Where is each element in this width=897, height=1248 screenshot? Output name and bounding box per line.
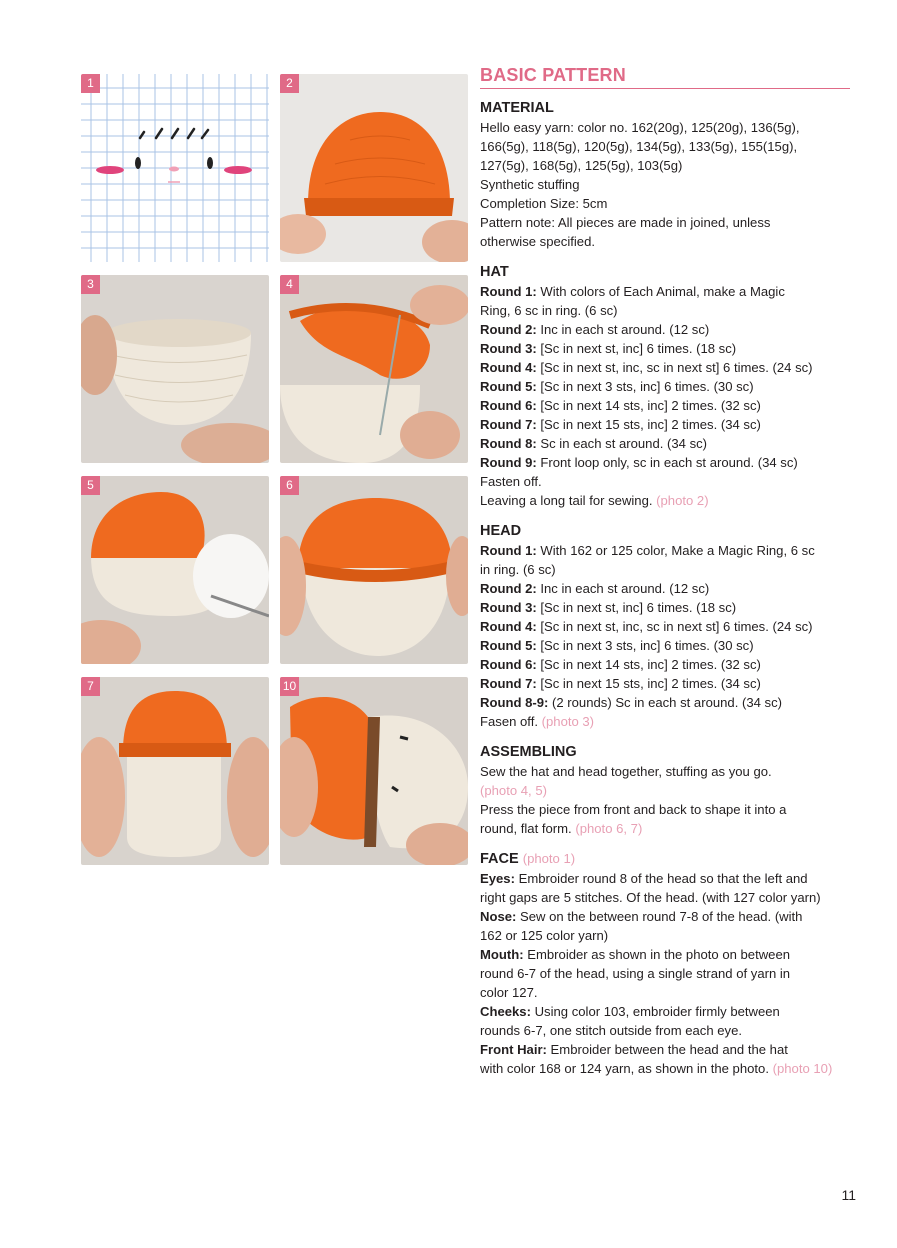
round-label: Round 5: bbox=[480, 379, 537, 394]
hat-round bbox=[480, 320, 850, 339]
round-label: Round 1: bbox=[480, 543, 537, 558]
round-text: Ring, 6 sc in ring. (6 sc) bbox=[480, 303, 618, 318]
photo-number-badge: 4 bbox=[280, 275, 299, 294]
head-last-text: Fasen off. bbox=[480, 714, 542, 729]
face-item bbox=[480, 964, 850, 983]
face-chart-illustration bbox=[81, 74, 269, 262]
hat-round bbox=[480, 358, 850, 377]
round-text: [Sc in next 15 sts, inc] 2 times. (34 sc) bbox=[536, 676, 761, 691]
round-text: [Sc in next 14 sts, inc] 2 times. (32 sc) bbox=[536, 398, 761, 413]
round-text: Inc in each st around. (12 sc) bbox=[536, 581, 710, 596]
round-label: Round 2: bbox=[480, 581, 537, 596]
face-heading-row bbox=[480, 849, 850, 869]
round-label: Round 1: bbox=[480, 284, 537, 299]
hat-round bbox=[480, 453, 850, 472]
assembling-section bbox=[480, 742, 850, 838]
material-line: Synthetic stuffing bbox=[480, 177, 580, 192]
material-line: Completion Size: 5cm bbox=[480, 196, 608, 211]
photo-number-badge: 2 bbox=[280, 74, 299, 93]
face-item-text: Embroider as shown in the photo on between bbox=[523, 947, 791, 962]
page-title: BASIC PATTERN bbox=[480, 66, 850, 89]
round-label: Round 9: bbox=[480, 455, 537, 470]
front-hair-photo bbox=[280, 677, 468, 865]
round-text: [Sc in next st, inc, sc in next st] 6 times. (24 sc) bbox=[536, 619, 813, 634]
round-label: Round 7: bbox=[480, 676, 537, 691]
hat-round bbox=[480, 339, 850, 358]
round-label: Round 8: bbox=[480, 436, 537, 451]
page-number: 11 bbox=[841, 1187, 856, 1203]
hat-round bbox=[480, 415, 850, 434]
hat-round bbox=[480, 396, 850, 415]
head-photo bbox=[81, 275, 269, 463]
face-item-label: Nose: bbox=[480, 909, 517, 924]
photo-5 bbox=[81, 476, 269, 664]
round-text: [Sc in next 3 sts, inc] 6 times. (30 sc) bbox=[536, 379, 754, 394]
assembling-heading: ASSEMBLING bbox=[480, 744, 577, 760]
photo-number-badge: 5 bbox=[81, 476, 100, 495]
face-item bbox=[480, 1002, 850, 1021]
head-section bbox=[480, 521, 850, 731]
round-label: Round 4: bbox=[480, 619, 537, 634]
hat-round bbox=[480, 472, 850, 491]
round-text: Inc in each st around. (12 sc) bbox=[536, 322, 710, 337]
head-round bbox=[480, 579, 850, 598]
photo-3 bbox=[81, 275, 269, 463]
head-round bbox=[480, 541, 850, 560]
hat-photo bbox=[280, 74, 468, 262]
hat-section bbox=[480, 262, 850, 510]
photo-reference: (photo 4, 5) bbox=[480, 783, 547, 798]
face-heading: FACE bbox=[480, 851, 519, 867]
face-item-text: Embroider between the head and the hat bbox=[546, 1042, 788, 1057]
sewing-photo bbox=[280, 275, 468, 463]
face-item-text: Sew on the between round 7-8 of the head. (with bbox=[516, 909, 803, 924]
photo-4 bbox=[280, 275, 468, 463]
round-text: Front loop only, sc in each st around. (34 sc) bbox=[536, 455, 798, 470]
face-section bbox=[480, 849, 850, 1078]
round-label: Round 5: bbox=[480, 638, 537, 653]
round-label: Round 7: bbox=[480, 417, 537, 432]
round-label: Round 2: bbox=[480, 322, 537, 337]
round-label: Round 3: bbox=[480, 341, 537, 356]
face-item bbox=[480, 869, 850, 888]
hat-heading: HAT bbox=[480, 264, 509, 280]
hat-round bbox=[480, 282, 850, 301]
face-item-text: rounds 6-7, one stitch outside from each eye. bbox=[480, 1023, 743, 1038]
face-item-label: Front Hair: bbox=[480, 1042, 547, 1057]
photo-1 bbox=[81, 74, 269, 262]
round-text: [Sc in next st, inc, sc in next st] 6 times. (24 sc) bbox=[536, 360, 813, 375]
photo-reference: (photo 6, 7) bbox=[575, 821, 643, 836]
hat-round bbox=[480, 434, 850, 453]
face-item bbox=[480, 907, 850, 926]
photo-reference: (photo 2) bbox=[656, 493, 709, 508]
photo-10 bbox=[280, 677, 468, 865]
photo-number-badge: 10 bbox=[280, 677, 299, 696]
assembled-photo bbox=[280, 476, 468, 664]
assembling-line: Press the piece from front and back to shape it into a bbox=[480, 802, 787, 817]
face-item-text: Embroider round 8 of the head so that the left and bbox=[514, 871, 808, 886]
round-text: [Sc in next 3 sts, inc] 6 times. (30 sc) bbox=[536, 638, 754, 653]
round-text: [Sc in next 14 sts, inc] 2 times. (32 sc) bbox=[536, 657, 761, 672]
photo-reference: (photo 1) bbox=[522, 851, 576, 866]
face-item bbox=[480, 1040, 850, 1059]
face-item bbox=[480, 926, 850, 945]
round-text: (2 rounds) Sc in each st around. (34 sc) bbox=[548, 695, 782, 710]
face-item bbox=[480, 1021, 850, 1040]
assembling-text: round, flat form. bbox=[480, 821, 576, 836]
photo-number-badge: 1 bbox=[81, 74, 100, 93]
face-item-text: round 6-7 of the head, using a single strand of yarn in bbox=[480, 966, 791, 981]
round-text: Sc in each st around. (34 sc) bbox=[536, 436, 708, 451]
photo-7 bbox=[81, 677, 269, 865]
stuffing-photo bbox=[81, 476, 269, 664]
round-text: [Sc in next st, inc] 6 times. (18 sc) bbox=[536, 600, 737, 615]
face-item-text: Using color 103, embroider firmly between bbox=[530, 1004, 780, 1019]
head-last-line bbox=[480, 712, 850, 731]
flattened-photo bbox=[81, 677, 269, 865]
round-label: Round 8-9: bbox=[480, 695, 549, 710]
face-item bbox=[480, 983, 850, 1002]
material-line: Hello easy yarn: color no. 162(20g), 125(20g), 136(5g), bbox=[480, 120, 800, 135]
face-last-line bbox=[480, 1059, 850, 1078]
head-round bbox=[480, 674, 850, 693]
assembling-line: Sew the hat and head together, stuffing as you go. bbox=[480, 764, 772, 779]
material-line: 166(5g), 118(5g), 120(5g), 134(5g), 133(5g), 155(15g), bbox=[480, 139, 798, 154]
photo-number-badge: 6 bbox=[280, 476, 299, 495]
assembling-line bbox=[480, 819, 850, 838]
photo-number-badge: 3 bbox=[81, 275, 100, 294]
photo-reference: (photo 10) bbox=[772, 1061, 833, 1076]
photo-reference: (photo 3) bbox=[541, 714, 595, 729]
face-item-label: Eyes: bbox=[480, 871, 515, 886]
face-last-text: with color 168 or 124 yarn, as shown in the photo. bbox=[480, 1061, 773, 1076]
face-item-text: color 127. bbox=[480, 985, 538, 1000]
face-item-label: Cheeks: bbox=[480, 1004, 531, 1019]
head-round bbox=[480, 617, 850, 636]
hat-round bbox=[480, 301, 850, 320]
face-item bbox=[480, 945, 850, 964]
head-heading: HEAD bbox=[480, 523, 522, 539]
round-text: With colors of Each Animal, make a Magic bbox=[536, 284, 785, 299]
face-item-text: 162 or 125 color yarn) bbox=[480, 928, 609, 943]
material-section bbox=[480, 98, 850, 251]
face-item-text: right gaps are 5 stitches. Of the head. (with 127 color yarn) bbox=[480, 890, 821, 905]
round-label: Round 6: bbox=[480, 657, 537, 672]
round-text: Fasten off. bbox=[480, 474, 542, 489]
round-text: in ring. (6 sc) bbox=[480, 562, 556, 577]
head-round bbox=[480, 655, 850, 674]
material-line: otherwise specified. bbox=[480, 234, 595, 249]
round-label: Round 3: bbox=[480, 600, 537, 615]
material-heading: MATERIAL bbox=[480, 100, 554, 116]
face-item bbox=[480, 888, 850, 907]
photo-6 bbox=[280, 476, 468, 664]
head-round bbox=[480, 560, 850, 579]
round-label: Round 4: bbox=[480, 360, 537, 375]
photo-2 bbox=[280, 74, 468, 262]
material-line: Pattern note: All pieces are made in joined, unless bbox=[480, 215, 771, 230]
material-line: 127(5g), 168(5g), 125(5g), 103(5g) bbox=[480, 158, 683, 173]
head-round bbox=[480, 598, 850, 617]
hat-last-text: Leaving a long tail for sewing. bbox=[480, 493, 657, 508]
round-text: [Sc in next 15 sts, inc] 2 times. (34 sc) bbox=[536, 417, 761, 432]
head-round bbox=[480, 693, 850, 712]
head-round bbox=[480, 636, 850, 655]
hat-last-line bbox=[480, 491, 850, 510]
photo-number-badge: 7 bbox=[81, 677, 100, 696]
hat-round bbox=[480, 377, 850, 396]
face-item-label: Mouth: bbox=[480, 947, 524, 962]
pattern-text-column bbox=[480, 66, 850, 1089]
round-text: With 162 or 125 color, Make a Magic Ring, 6 sc bbox=[536, 543, 815, 558]
round-label: Round 6: bbox=[480, 398, 537, 413]
round-text: [Sc in next st, inc] 6 times. (18 sc) bbox=[536, 341, 737, 356]
